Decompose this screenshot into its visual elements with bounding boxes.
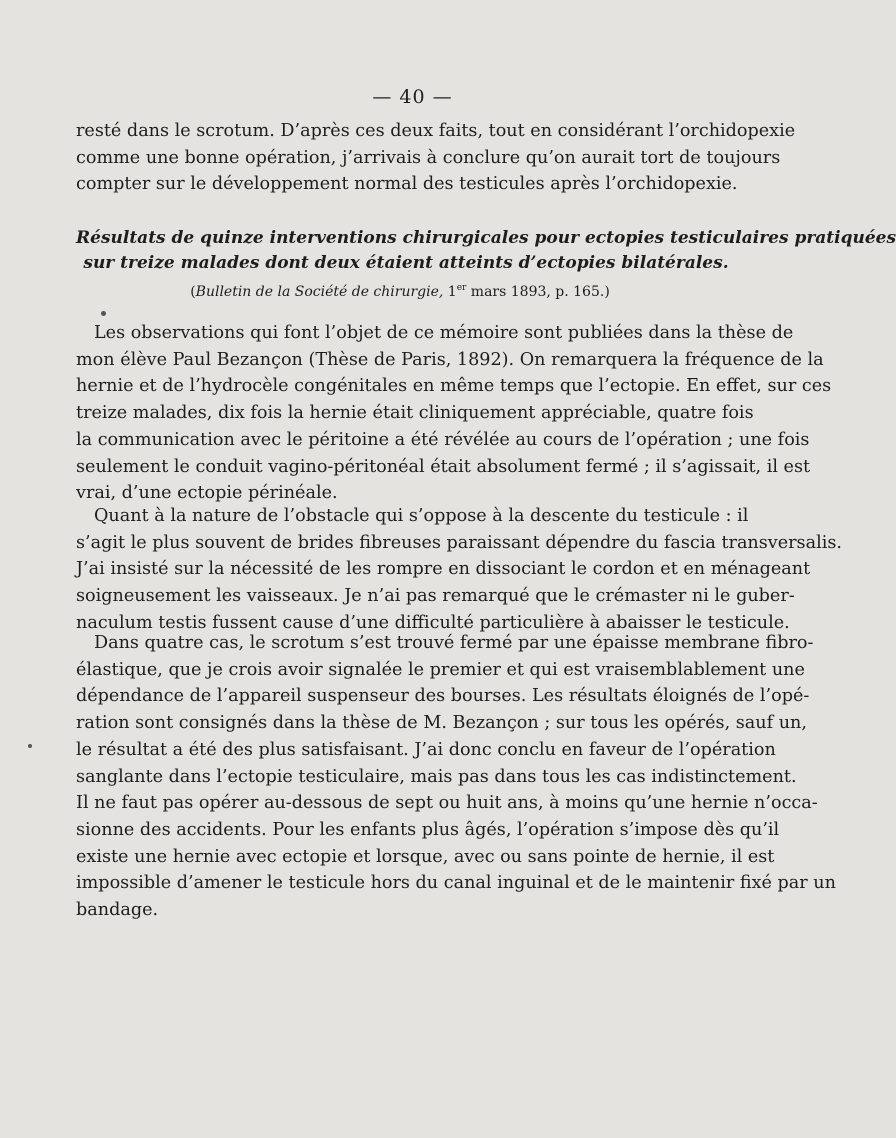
paragraph-obstacle: [76, 503, 842, 637]
text-line: resté dans le scrotum. D’après ces deux faits, tout en considérant l’orchidopexie: [76, 121, 796, 141]
text-line: vrai, d’une ectopie périnéale.: [76, 483, 338, 504]
text-line: Quant à la nature de l’obstacle qui s’oppose à la descente du testicule : il: [94, 506, 749, 526]
text-line: hernie et de l’hydrocèle congénitales en même temps que l’ectopie. En effet, sur ces: [76, 376, 832, 397]
citation-day: 1: [447, 284, 457, 300]
heading-line: sur treize malades dont deux étaient atteints d’ectopies bilatérales.: [83, 253, 729, 273]
text-line: dépendance de l’appareil suspenseur des bourses. Les résultats éloignés de l’opé-: [76, 686, 810, 707]
text-line: naculum testis fussent cause d’une difficulté particulière à abaisser le testicule.: [76, 612, 790, 633]
ink-speck: [28, 744, 32, 748]
text-line: Dans quatre cas, le scrotum s’est trouvé fermé par une épaisse membrane fibro-: [94, 633, 814, 653]
text-line: le résultat a été des plus satisfaisant. J’ai donc conclu en faveur de l’opération: [76, 739, 776, 760]
text-line: Il ne faut pas opérer au-dessous de sept ou huit ans, à moins qu’une hernie n’occa-: [76, 793, 818, 814]
text-line: existe une hernie avec ectopie et lorsque, avec ou sans pointe de hernie, il est: [76, 846, 775, 867]
text-line: Les observations qui font l’objet de ce mémoire sont publiées dans la thèse de: [94, 323, 794, 343]
page-number: — 40 —: [372, 86, 453, 108]
text-line: J’ai insisté sur la nécessité de les rompre en dissociant le cordon et en ménageant: [76, 559, 811, 580]
text-line: treize malades, dix fois la hernie était cliniquement appréciable, quatre fois: [76, 403, 754, 424]
citation: [0, 284, 800, 300]
citation-date: mars 1893, p. 165.): [466, 284, 610, 300]
text-line: comme une bonne opération, j’arrivais à conclure qu’on aurait tort de toujours: [76, 147, 781, 168]
text-line: sionne des accidents. Pour les enfants plus âgés, l’opération s’impose dès qu’il: [76, 819, 780, 840]
text-line: la communication avec le péritoine a été révélée au cours de l’opération ; une fois: [76, 429, 810, 450]
text-line: compter sur le développement normal des testicules après l’orchidopexie.: [76, 174, 738, 195]
text-line: soigneusement les vaisseaux. Je n’ai pas remarqué que le crémaster ni le guber-: [76, 586, 795, 607]
text-line: bandage.: [76, 900, 159, 921]
paragraph-observations: [76, 320, 832, 507]
citation-source: Bulletin de la Société de chirurgie,: [195, 284, 444, 300]
text-line: élastique, que je crois avoir signalée le premier et qui est vraisemblablement une: [76, 659, 805, 680]
intro-paragraph: [76, 118, 796, 198]
text-line: impossible d’amener le testicule hors du canal inguinal et de le maintenir fixé par un: [76, 873, 836, 894]
citation-day-suffix: er: [456, 283, 467, 293]
text-line: sanglante dans l’ectopie testiculaire, mais pas dans tous les cas indistinctement.: [76, 766, 797, 787]
paragraph-scrotum: [76, 630, 836, 924]
ink-speck: [101, 311, 106, 316]
section-heading: [76, 226, 896, 276]
text-line: ration sont consignés dans la thèse de M. Bezançon ; sur tous les opérés, sauf un,: [76, 713, 807, 734]
text-line: seulement le conduit vagino-péritonéal était absolument fermé ; il s’agissait, il est: [76, 456, 811, 477]
citation-open: (: [190, 284, 196, 300]
heading-line: Résultats de quinze interventions chirurgicales pour ectopies testiculaires pratiquées: [76, 228, 896, 248]
text-line: s’agit le plus souvent de brides fibreuses paraissant dépendre du fascia transversalis.: [76, 532, 842, 553]
text-line: mon élève Paul Bezançon (Thèse de Paris, 1892). On remarquera la fréquence de la: [76, 349, 824, 370]
